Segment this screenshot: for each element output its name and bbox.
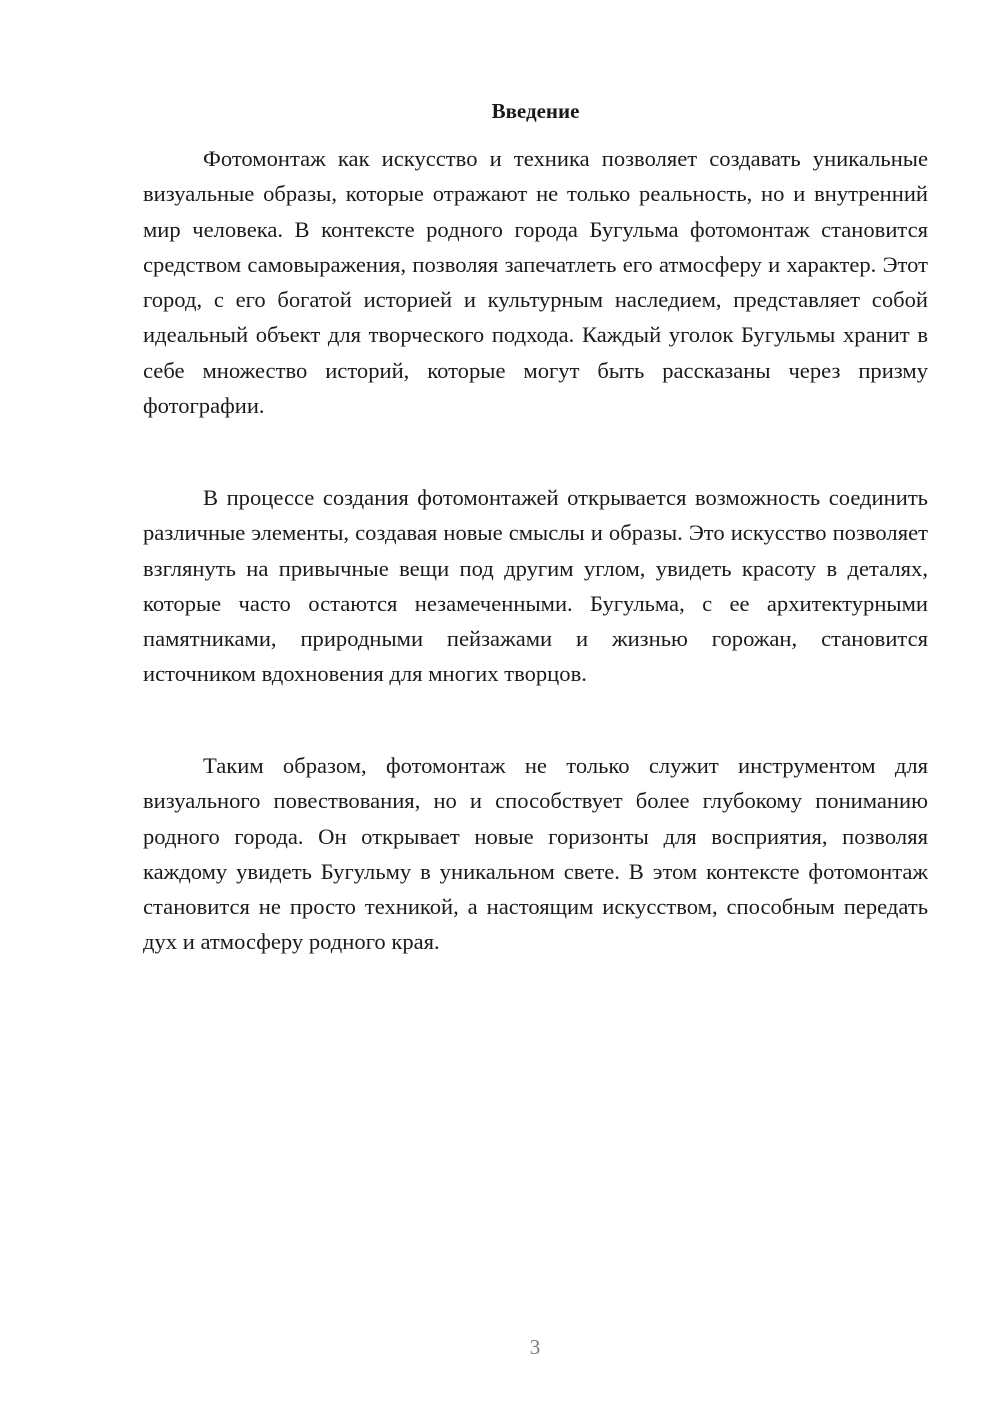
paragraph-1: Фотомонтаж как искусство и техника позволяет создавать уникальные визуальные образы, которые отражают не только реальность, но и внутренний мир человека. В контексте родного города Бугульма фотомонтаж становится средством самовыражения, позволяя запечатлеть его атмосферу и характер. Этот город, с его богатой историей и культурным наследием, представляет собой идеальный объект для творческого подхода. Каждый уголок Бугульмы хранит в себе множество историй, которые могут быть рассказаны через призму фотографии.	[143, 146, 928, 419]
page-title: Введение	[491, 99, 580, 123]
page-number: 3	[529, 1335, 541, 1359]
paragraph-3: Таким образом, фотомонтаж не только служит инструментом для визуального повествования, но и способствует более глубокому пониманию родного города. Он открывает новые горизонты для восприятия, позволяя каждому увидеть Бугульму в уникальном свете. В этом контексте фотомонтаж становится не просто техникой, а настоящим искусством, способным передать дух и атмосферу родного края.	[143, 753, 928, 955]
paragraph-2: В процессе создания фотомонтажей открывается возможность соединить различные элементы, создавая новые смыслы и образы. Это искусство позволяет взглянуть на привычные вещи под другим углом, увидеть красоту в деталях, которые часто остаются незамеченными. Бугульма, с ее архитектурными памятниками, природными пейзажами и жизнью горожан, становится источником вдохновения для многих творцов.	[143, 485, 928, 687]
